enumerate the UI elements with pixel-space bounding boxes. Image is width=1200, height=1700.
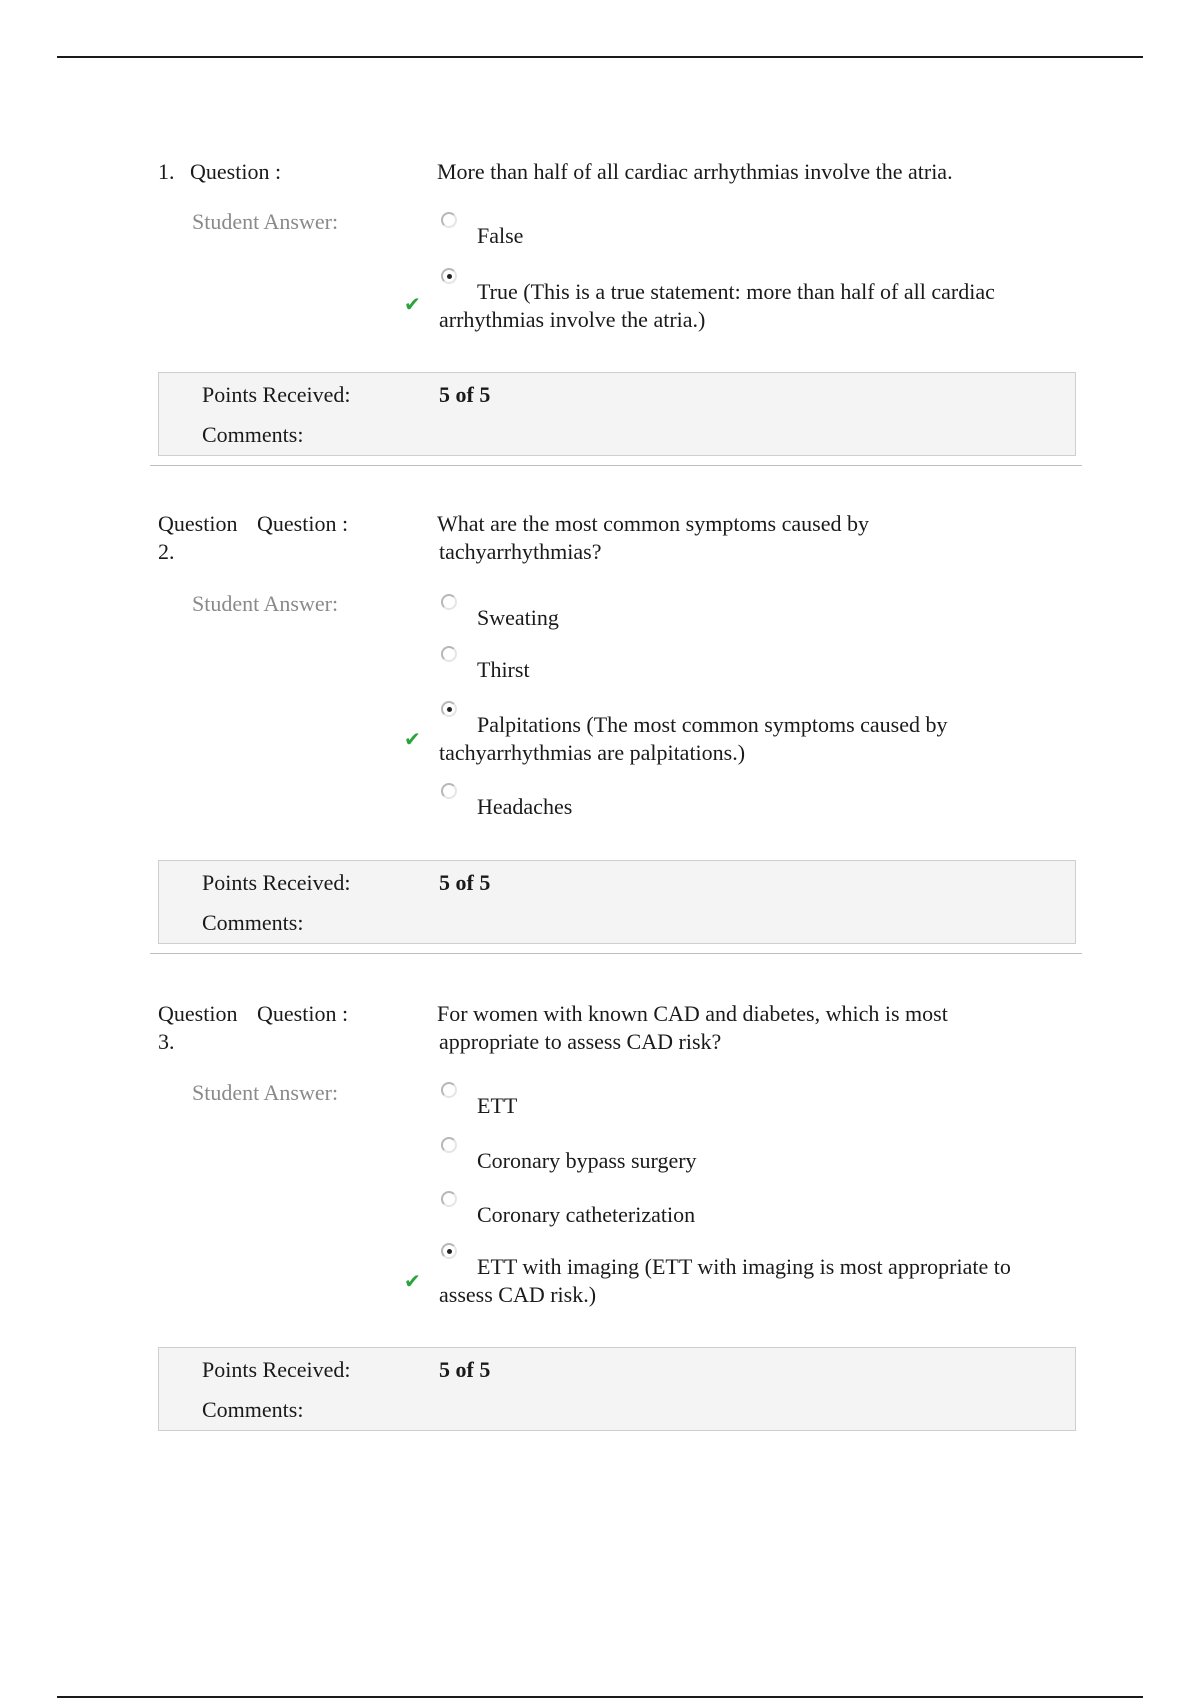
comments-label: Comments: — [202, 422, 304, 447]
radio-button-icon[interactable] — [441, 1082, 457, 1098]
separator — [150, 465, 1082, 466]
option-label: False — [477, 223, 524, 248]
option-label: Thirst — [477, 657, 530, 682]
question-label-text: Question : — [190, 159, 282, 184]
top-rule — [57, 56, 1143, 58]
question-text — [437, 510, 1057, 566]
option-label-continued: tachyarrhythmias are palpitations.) — [439, 740, 746, 765]
radio-button-icon[interactable] — [441, 594, 457, 610]
radio-button-icon[interactable] — [441, 1243, 457, 1259]
question-text: More than half of all cardiac arrhythmias involve the atria. — [437, 159, 953, 184]
option-label-continued: arrhythmias involve the atria.) — [439, 307, 706, 332]
student-answer-label: Student Answer: — [192, 1080, 339, 1105]
question-prefix — [158, 1000, 268, 1056]
comments-label: Comments: — [202, 910, 304, 935]
points-value: 5 of 5 — [439, 870, 491, 895]
option-label: Coronary catheterization — [477, 1202, 696, 1227]
points-box — [158, 1347, 1076, 1431]
option-label-continued: assess CAD risk.) — [439, 1282, 597, 1307]
points-value: 5 of 5 — [439, 1357, 491, 1382]
student-answer-label: Student Answer: — [192, 591, 339, 616]
checkmark-icon: ✔ — [404, 727, 421, 751]
points-value: 5 of 5 — [439, 382, 491, 407]
bottom-rule — [57, 1696, 1143, 1698]
question-prefix-text: Question — [158, 511, 238, 536]
option-label: Palpitations (The most common symptoms caused by — [477, 712, 948, 737]
question-label-text: Question : — [257, 511, 349, 536]
question-prefix — [158, 510, 268, 566]
separator — [150, 953, 1082, 954]
question-number: 1. — [158, 159, 175, 184]
question-number: 2. — [158, 539, 175, 564]
option-label: Coronary bypass surgery — [477, 1148, 697, 1173]
option-label: Sweating — [477, 605, 559, 630]
question-label-text: Question : — [257, 1001, 349, 1026]
question-text-line: What are the most common symptoms caused by — [437, 511, 869, 536]
radio-button-icon[interactable] — [441, 1191, 457, 1207]
radio-button-icon[interactable] — [441, 646, 457, 662]
radio-button-icon[interactable] — [441, 783, 457, 799]
points-box — [158, 372, 1076, 456]
option-label: ETT — [477, 1093, 518, 1118]
question-label — [158, 158, 281, 186]
question-prefix-text: Question — [158, 1001, 238, 1026]
option-label: Headaches — [477, 794, 573, 819]
radio-button-icon[interactable] — [441, 701, 457, 717]
question-text-line: For women with known CAD and diabetes, which is most — [437, 1001, 948, 1026]
points-box — [158, 860, 1076, 944]
points-label: Points Received: — [202, 1357, 351, 1382]
option-label: ETT with imaging (ETT with imaging is most appropriate to — [477, 1254, 1011, 1279]
student-answer-label: Student Answer: — [192, 209, 339, 234]
points-label: Points Received: — [202, 382, 351, 407]
question-text-line: tachyarrhythmias? — [439, 539, 602, 564]
question-text — [437, 1000, 1057, 1056]
question-number: 3. — [158, 1029, 175, 1054]
points-label: Points Received: — [202, 870, 351, 895]
question-text-line: appropriate to assess CAD risk? — [439, 1029, 722, 1054]
checkmark-icon: ✔ — [404, 292, 421, 316]
radio-button-icon[interactable] — [441, 268, 457, 284]
comments-label: Comments: — [202, 1397, 304, 1422]
checkmark-icon: ✔ — [404, 1269, 421, 1293]
radio-button-icon[interactable] — [441, 212, 457, 228]
option-label: True (This is a true statement: more than half of all cardiac — [477, 279, 995, 304]
radio-button-icon[interactable] — [441, 1137, 457, 1153]
